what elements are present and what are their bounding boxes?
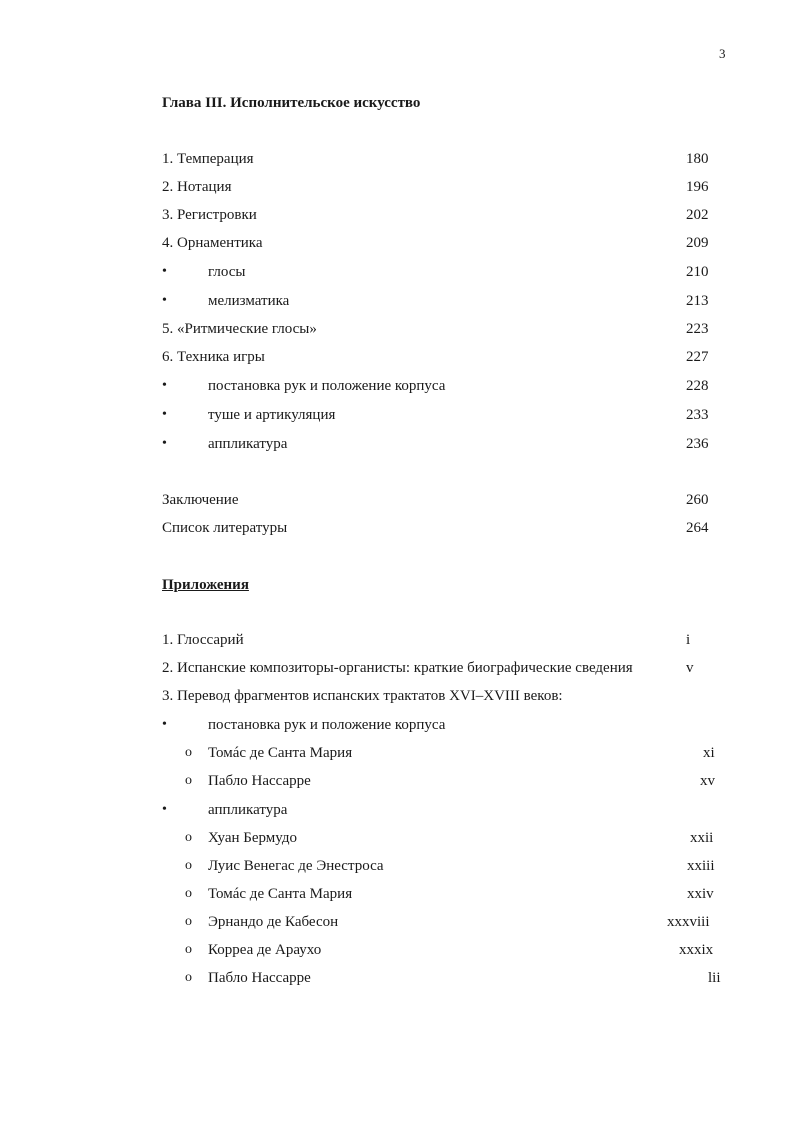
- toc-entry-page: xv: [700, 773, 715, 789]
- bullet-icon: •: [162, 293, 167, 308]
- toc-entry-page: xi: [703, 745, 715, 761]
- toc-entry-label: Томáс де Санта Мария: [208, 886, 353, 902]
- sub-bullet-icon: o: [185, 830, 192, 845]
- toc-entry-label: глосы: [208, 264, 246, 280]
- toc-entry-label: 3. Перевод фрагментов испанских трактатов XVI–XVIII веков:: [162, 688, 563, 704]
- toc-entry-page: 228: [686, 378, 709, 394]
- sub-bullet-icon: o: [185, 886, 192, 901]
- bullet-icon: •: [162, 802, 167, 817]
- toc-entry-page: 260: [686, 492, 709, 508]
- toc-entry-page: lii: [708, 970, 721, 986]
- toc-entry-page: 227: [686, 349, 709, 365]
- toc-entry-label: 5. «Ритмические глосы»: [162, 321, 317, 337]
- toc-entry-page: 236: [686, 436, 709, 452]
- toc-entry-label: 1. Глоссарий: [162, 632, 244, 648]
- toc-entry-page: xxxviii: [667, 914, 710, 930]
- sub-bullet-icon: o: [185, 970, 192, 985]
- toc-entry-label: Томáс де Санта Мария: [208, 745, 353, 761]
- appendices-title: Приложения: [162, 577, 249, 593]
- toc-entry-page: 233: [686, 407, 709, 423]
- toc-entry-label: 1. Темперация: [162, 151, 254, 167]
- toc-entry-page: xxxix: [679, 942, 714, 958]
- bullet-icon: •: [162, 717, 167, 732]
- toc-entry-label: аппликатура: [208, 802, 288, 818]
- bullet-icon: •: [162, 436, 167, 451]
- toc-entry-page: 209: [686, 235, 709, 251]
- toc-entry-label: 4. Орнаментика: [162, 235, 263, 251]
- toc-entry-page: 213: [686, 293, 709, 309]
- chapter-title: Глава III. Исполнительское искусство: [162, 95, 421, 111]
- toc-entry-page: 180: [686, 151, 709, 167]
- toc-entry-label: Корреа де Араухо: [208, 942, 322, 958]
- toc-entry-label: Список литературы: [162, 520, 288, 536]
- toc-entry-label: Пабло Нассарре: [208, 970, 311, 986]
- toc-entry-label: 2. Испанские композиторы-органисты: краткие биографические сведения: [162, 660, 633, 676]
- toc-entry-label: мелизматика: [208, 293, 290, 309]
- toc-entry-label: 3. Регистровки: [162, 207, 257, 223]
- toc-entry-label: туше и артикуляция: [208, 407, 336, 423]
- bullet-icon: •: [162, 407, 167, 422]
- toc-entry-page: 223: [686, 321, 709, 337]
- sub-bullet-icon: o: [185, 745, 192, 760]
- sub-bullet-icon: o: [185, 942, 192, 957]
- toc-entry-label: Луис Венегас де Энестроса: [208, 858, 384, 874]
- toc-entry-page: xxii: [690, 830, 714, 846]
- toc-entry-label: Хуан Бермудо: [208, 830, 297, 846]
- toc-entry-page: 210: [686, 264, 709, 280]
- page-number: 3: [719, 46, 726, 61]
- toc-entry-label: аппликатура: [208, 436, 288, 452]
- toc-entry-page: xxiv: [687, 886, 714, 902]
- bullet-icon: •: [162, 264, 167, 279]
- bullet-icon: •: [162, 378, 167, 393]
- toc-entry-page: 202: [686, 207, 709, 223]
- toc-entry-page: i: [686, 632, 691, 648]
- toc-entry-page: 264: [686, 520, 709, 536]
- toc-entry-label: 6. Техника игры: [162, 349, 265, 365]
- sub-bullet-icon: o: [185, 773, 192, 788]
- sub-bullet-icon: o: [185, 858, 192, 873]
- toc-entry-label: Пабло Нассарре: [208, 773, 311, 789]
- toc-entry-label: 2. Нотация: [162, 179, 232, 195]
- toc-entry-label: Эрнандо де Кабесон: [208, 914, 339, 930]
- toc-entry-page: xxiii: [687, 858, 715, 874]
- toc-entry-label: Заключение: [162, 492, 239, 508]
- toc-entry-label: постановка рук и положение корпуса: [208, 378, 446, 394]
- toc-entry-page: v: [686, 660, 694, 676]
- sub-bullet-icon: o: [185, 914, 192, 929]
- toc-entry-page: 196: [686, 179, 709, 195]
- toc-entry-label: постановка рук и положение корпуса: [208, 717, 446, 733]
